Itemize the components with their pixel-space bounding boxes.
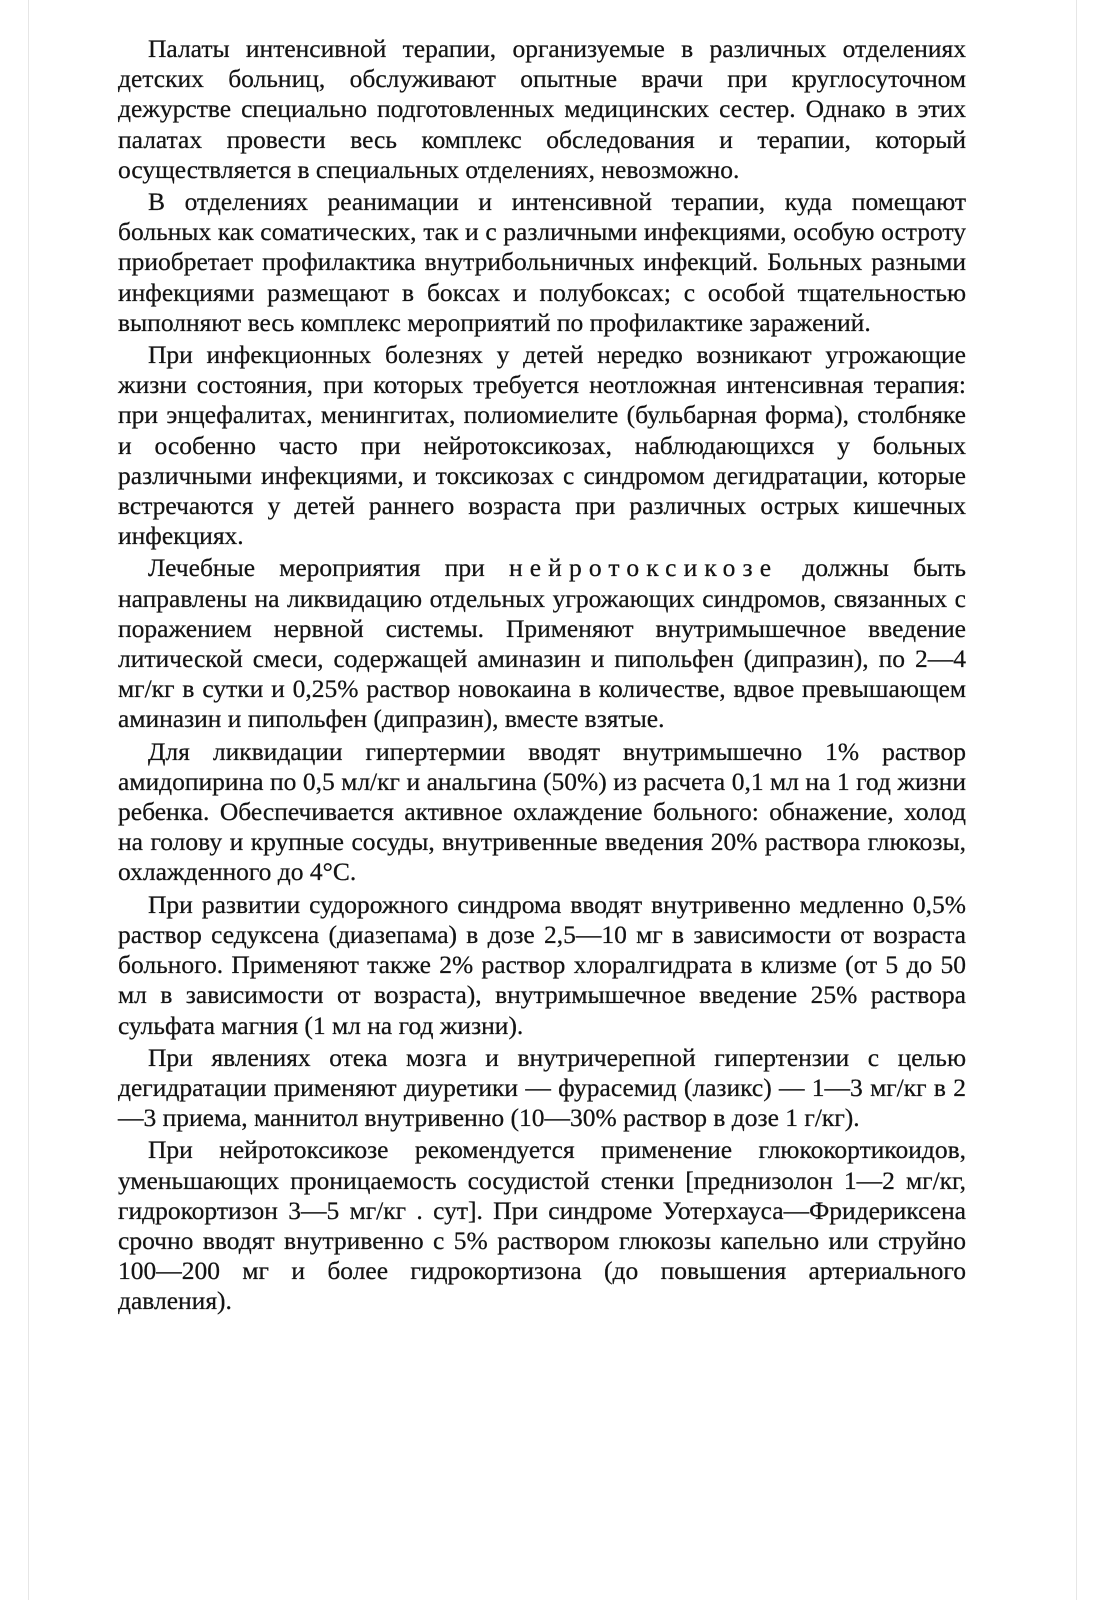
page-edge-left	[28, 0, 29, 1600]
paragraph-neurotoxicosis-treatment	[118, 553, 966, 734]
paragraph-intensive-care-wards: Палаты интенсивной терапии, организуемые в различных отделениях детских больниц, обслуживают опытные врачи при круглосуточном дежурстве специально подготовленных медицинских сестер. Однако в этих палатах провести весь комплекс обследования и терапии, который осуществляется в специальных отделениях, невозможно.	[118, 34, 966, 184]
paragraph-resuscitation-units: В отделениях реанимации и интенсивной терапии, куда помещают больных как соматических, так и с различными инфекциями, особую остроту приобретает профилактика внутрибольничных инфекций. Больных разными инфекциями размещают в боксах и полубоксах; с особой тщательностью выполняют весь комплекс мероприятий по профилактике заражений.	[118, 187, 966, 337]
spaced-term-neurotoxicosis: нейротоксикозе	[508, 553, 779, 583]
page-edge-right	[1076, 0, 1077, 1600]
paragraph-brain-edema: При явлениях отека мозга и внутричерепной гипертензии с целью дегидратации применяют диуретики — фурасемид (лазикс) — 1—3 мг/кг в 2—3 приема, маннитол внутривенно (10—30% раствор в дозе 1 г/кг).	[118, 1042, 966, 1133]
paragraph-neurotoxicosis-start: Лечебные мероприятия при	[148, 553, 509, 583]
body-text	[118, 34, 966, 1319]
paragraph-infectious-diseases: При инфекционных болезнях у детей нередко возникают угрожающие жизни состояния, при которых требуется неотложная интенсивная терапия: при энцефалитах, менингитах, полиомиелите (бульбарная форма), столбняке и особенно часто при нейротоксикозах, наблюдающихся у больных различными инфекциями, и токсикозах с синдромом дегидратации, которые встречаются у детей раннего возраста при различных острых кишечных инфекциях.	[118, 340, 966, 551]
paragraph-hyperthermia: Для ликвидации гипертермии вводят внутримышечно 1% раствор амидопирина по 0,5 мл/кг и анальгина (50%) из расчета 0,1 мл на 1 год жизни ребенка. Обеспечивается активное охлаждение больного: обнажение, холод на голову и крупные сосуды, внутривенные введения 20% раствора глюкозы, охлажденного до 4°С.	[118, 736, 966, 887]
paragraph-glucocorticoids: При нейротоксикозе рекомендуется применение глюкокортикоидов, уменьшающих проницаемость сосудистой стенки [преднизолон 1—2 мг/кг, гидрокортизон 3—5 мг/кг . сут]. При синдроме Уотерхауса—Фридериксена срочно вводят внутривенно с 5% раствором глюкозы капельно или струйно 100—200 мг и более гидрокортизона (до повышения артериального давления).	[118, 1135, 966, 1316]
paragraph-convulsive-syndrome: При развитии судорожного синдрома вводят внутривенно медленно 0,5% раствор седуксена (диазепама) в дозе 2,5—10 мг в зависимости от возраста больного. Применяют также 2% раствор хлоралгидрата в клизме (от 5 до 50 мл в зависимости от возраста), внутримышечное введение 25% раствора сульфата магния (1 мл на год жизни).	[118, 889, 966, 1040]
paragraph-neurotoxicosis-rest: должны быть направлены на ликвидацию отдельных угрожающих синдромов, связанных с поражением нервной системы. Применяют внутримышечное введение литической смеси, содержащей аминазин и пипольфен (дипразин), по 2—4 мг/кг в сутки и 0,25% раствор новокаина в количестве, вдвое превышающем аминазин и пипольфен (дипразин), вместе взятые.	[118, 553, 966, 734]
